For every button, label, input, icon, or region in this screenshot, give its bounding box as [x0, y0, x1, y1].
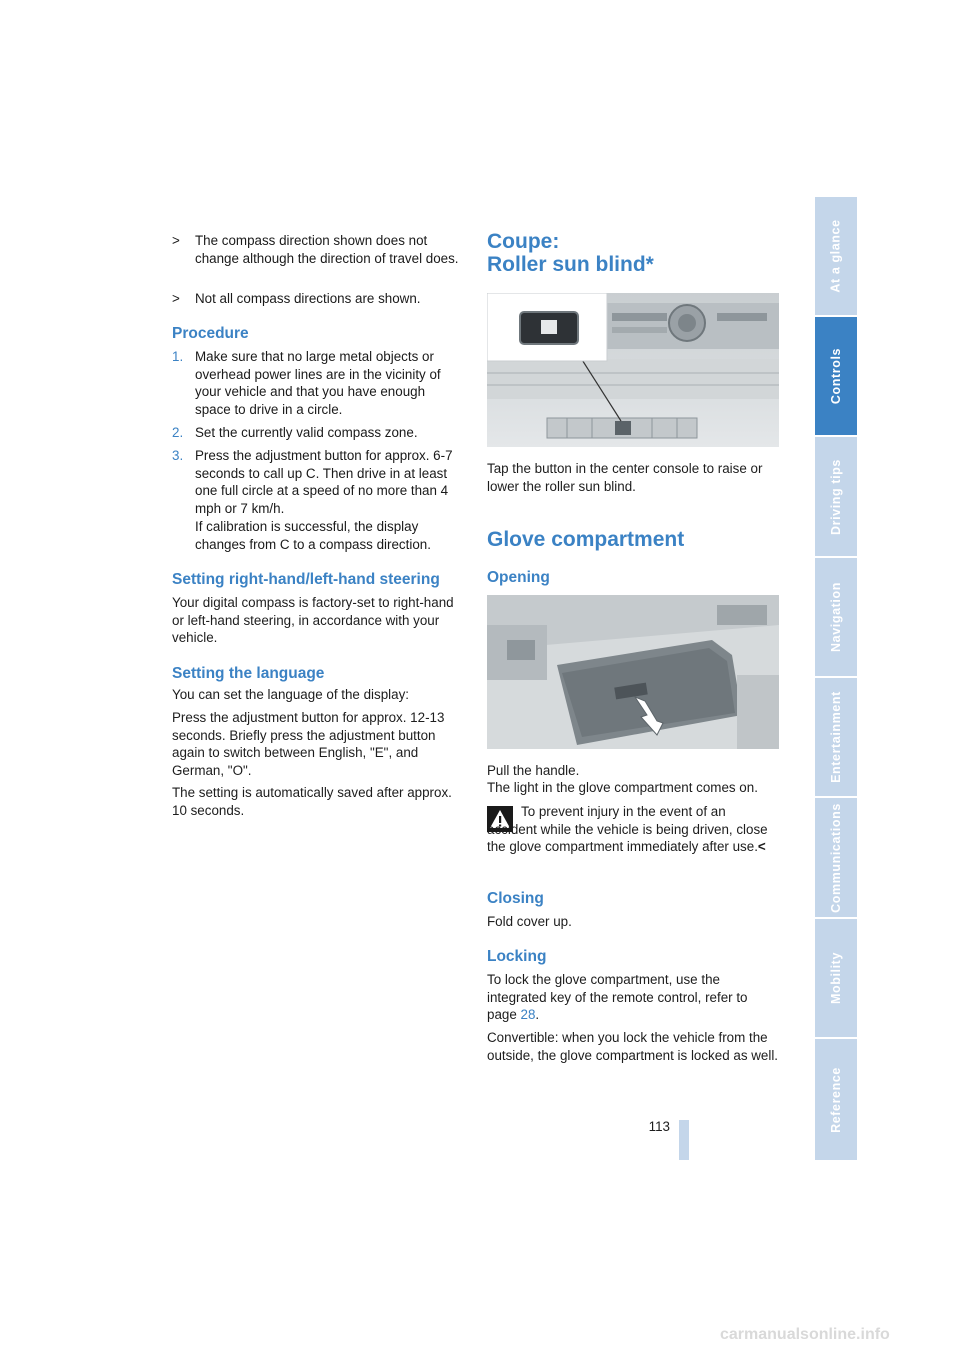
tab-controls[interactable]	[815, 317, 857, 437]
step-number: 2.	[172, 425, 184, 440]
opening-heading: Opening	[487, 569, 550, 586]
language-text: Press the adjustment button for approx. 12-13 seconds. Briefly press the adjustment button again to switch between English, "E", and German, "O".	[172, 710, 445, 778]
locking-text	[487, 971, 779, 1024]
locking-text-end: .	[535, 1007, 540, 1023]
tab-label: Reference	[829, 1066, 844, 1133]
tab-label: At a glance	[829, 219, 844, 293]
step-number: 1.	[172, 349, 184, 364]
tab-label: Controls	[829, 347, 843, 405]
step-text: If calibration is successful, the display changes from C to a compass direction.	[195, 519, 431, 552]
bullet-text: The compass direction shown does not change although the direction of travel does.	[195, 233, 459, 266]
language-text: The setting is automatically saved after approx. 10 seconds.	[172, 785, 452, 818]
language-heading: Setting the language	[172, 665, 325, 682]
watermark-text: carmanualsonline.info	[720, 1326, 890, 1343]
coupe-text: Tap the button in the center console to raise or lower the roller sun blind.	[487, 461, 763, 494]
locking-text: Convertible: when you lock the vehicle from the outside, the glove compartment is locked as well.	[487, 1030, 779, 1063]
steering-heading: Setting right-hand/left-hand steering	[172, 571, 440, 588]
center-console-image	[487, 293, 779, 447]
language-text: You can set the language of the display:	[172, 687, 409, 702]
tab-label: Communications	[829, 802, 843, 913]
tab-navigation[interactable]	[815, 558, 857, 678]
tab-entertainment[interactable]	[815, 678, 857, 798]
tab-mobility[interactable]	[815, 919, 857, 1039]
chapter-sidebar	[815, 197, 857, 1160]
tab-communications[interactable]	[815, 798, 857, 919]
tab-label: Entertainment	[829, 691, 843, 783]
closing-heading: Closing	[487, 890, 544, 907]
center-console-illustration	[487, 293, 779, 447]
warning-text-body: To prevent injury in the event of an accident while the vehicle is being driven, close the glove compartment immediately after use.	[487, 804, 768, 855]
warning-text	[487, 803, 779, 856]
locking-heading: Locking	[487, 948, 547, 965]
step-text: Make sure that no large metal objects or overhead power lines are in the vicinity of your vehicle and that you have enough space to drive in a circle.	[195, 349, 441, 417]
roller-sun-blind-heading: Roller sun blind*	[487, 253, 654, 276]
tab-label: Navigation	[829, 582, 843, 652]
page-number: 113	[648, 1119, 670, 1134]
bullet-mark: >	[172, 291, 180, 306]
steering-text: Your digital compass is factory-set to right-hand or left-hand steering, in accordance with your vehicle.	[172, 595, 454, 646]
page-number-bar	[679, 1120, 689, 1160]
step-text: Press the adjustment button for approx. 6-7 seconds to call up C. Then drive in at least one full circle at a speed of no more than 4 mph or 7 km/h.	[195, 448, 453, 516]
locking-text-body: To lock the glove compartment, use the integrated key of the remote control, refer to page	[487, 972, 748, 1023]
glove-compartment-image	[487, 595, 779, 749]
procedure-heading: Procedure	[172, 325, 249, 342]
tab-at-a-glance[interactable]	[815, 197, 857, 317]
tab-reference[interactable]	[815, 1039, 857, 1160]
step-number: 3.	[172, 448, 184, 463]
tab-label: Mobility	[829, 951, 843, 1005]
coupe-heading: Coupe:	[487, 230, 560, 253]
opening-text: The light in the glove compartment comes on.	[487, 780, 758, 795]
bullet-text: Not all compass directions are shown.	[195, 291, 421, 306]
tab-label: Driving tips	[829, 458, 843, 535]
step-text: Set the currently valid compass zone.	[195, 425, 418, 440]
glove-compartment-heading: Glove compartment	[487, 528, 685, 551]
bullet-mark: >	[172, 233, 180, 248]
warning-end-mark: <	[757, 839, 766, 855]
opening-text: Pull the handle.	[487, 763, 580, 778]
glove-compartment-illustration	[487, 595, 779, 749]
watermark	[0, 1318, 960, 1358]
tab-driving-tips[interactable]	[815, 437, 857, 558]
closing-text: Fold cover up.	[487, 914, 572, 929]
page-reference-link[interactable]: 28	[520, 1007, 536, 1023]
